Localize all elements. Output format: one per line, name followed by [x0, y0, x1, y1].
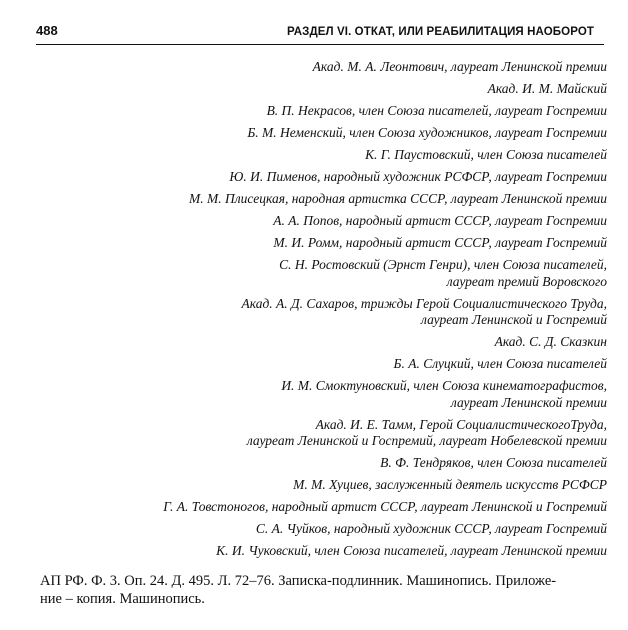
signatory-entry: [40, 257, 607, 290]
signatory-entry: [40, 378, 607, 411]
signatory-line: В. Ф. Тендряков, член Союза писателей: [380, 455, 607, 470]
signatory-entry: [40, 296, 607, 329]
running-head: РАЗДЕЛ VI. ОТКАТ, ИЛИ РЕАБИЛИТАЦИЯ НАОБОРОТ: [287, 26, 594, 38]
signatory-line: Б. М. Неменский, член Союза художников, лауреат Госпремии: [247, 125, 607, 140]
signatory-entry: [40, 499, 607, 516]
signatory-line: лауреат Ленинской и Госпремий, лауреат Нобелевской премии: [246, 433, 607, 448]
page-number: 488: [36, 23, 58, 38]
signatory-line: С. Н. Ростовский (Эрнст Генри), член Союза писателей,: [279, 257, 607, 272]
signatory-entry: [40, 477, 607, 494]
signatory-line: М. М. Хуциев, заслуженный деятель искусств РСФСР: [293, 477, 607, 492]
signatory-entry: [40, 334, 607, 351]
signatory-line: Акад. И. М. Майский: [487, 81, 607, 96]
signatory-line: Г. А. Товстоногов, народный артист СССР, лауреат Ленинской и Госпремий: [163, 499, 607, 514]
signatory-line: И. М. Смоктуновский, член Союза кинематографистов,: [281, 378, 607, 393]
signatory-entry: [40, 213, 607, 230]
signatory-entry: [40, 235, 607, 252]
signatory-line: В. П. Некрасов, член Союза писателей, лауреат Госпремии: [266, 103, 607, 118]
signatory-line: Ю. И. Пименов, народный художник РСФСР, лауреат Госпремии: [229, 169, 607, 184]
signatory-entry: [40, 356, 607, 373]
signatory-line: Акад. М. А. Леонтович, лауреат Ленинской премии: [312, 59, 607, 74]
signatory-line: лауреат премий Воровского: [446, 273, 607, 289]
signatory-line: А. А. Попов, народный артист СССР, лауреат Госпремии: [273, 213, 607, 228]
signatory-entry: [40, 125, 607, 142]
signatory-entry: [40, 59, 607, 76]
signatory-list: [40, 59, 607, 565]
signatory-line: Акад. И. Е. Тамм, Герой СоциалистическогоТруда,: [315, 416, 607, 432]
signatory-entry: [40, 103, 607, 120]
signatory-entry: [40, 455, 607, 472]
signatory-entry: [40, 147, 607, 164]
signatory-line: Акад. А. Д. Сахаров, трижды Герой Социалистического Труда,: [241, 295, 607, 311]
signatory-entry: [40, 543, 607, 560]
signatory-line: С. А. Чуйков, народный художник СССР, лауреат Госпремий: [255, 521, 607, 536]
signatory-line: Акад. С. Д. Сказкин: [494, 334, 607, 349]
signatory-entry: [40, 191, 607, 208]
signatory-line: М. И. Ромм, народный артист СССР, лауреат Госпремий: [273, 235, 607, 250]
archival-note-line: АП РФ. Ф. 3. Оп. 24. Д. 495. Л. 72–76. Записка-подлинник. Машинопись. Приложе-: [40, 573, 557, 589]
signatory-entry: [40, 521, 607, 538]
signatory-line: К. Г. Паустовский, член Союза писателей: [365, 147, 607, 162]
signatory-line: К. И. Чуковский, член Союза писателей, лауреат Ленинской премии: [216, 543, 607, 558]
signatory-entry: [40, 169, 607, 186]
archival-note-line: ние – копия. Машинопись.: [40, 590, 205, 607]
signatory-line: лауреат Ленинской премии: [450, 394, 607, 410]
signatory-entry: [40, 81, 607, 98]
archival-note: [40, 573, 607, 608]
signatory-line: Б. А. Слуцкий, член Союза писателей: [393, 356, 607, 371]
signatory-line: лауреат Ленинской и Госпремий: [421, 312, 607, 327]
signatory-line: М. М. Плисецкая, народная артистка СССР, лауреат Ленинской премии: [189, 191, 607, 206]
signatory-entry: [40, 417, 607, 450]
page-header: [36, 22, 604, 45]
